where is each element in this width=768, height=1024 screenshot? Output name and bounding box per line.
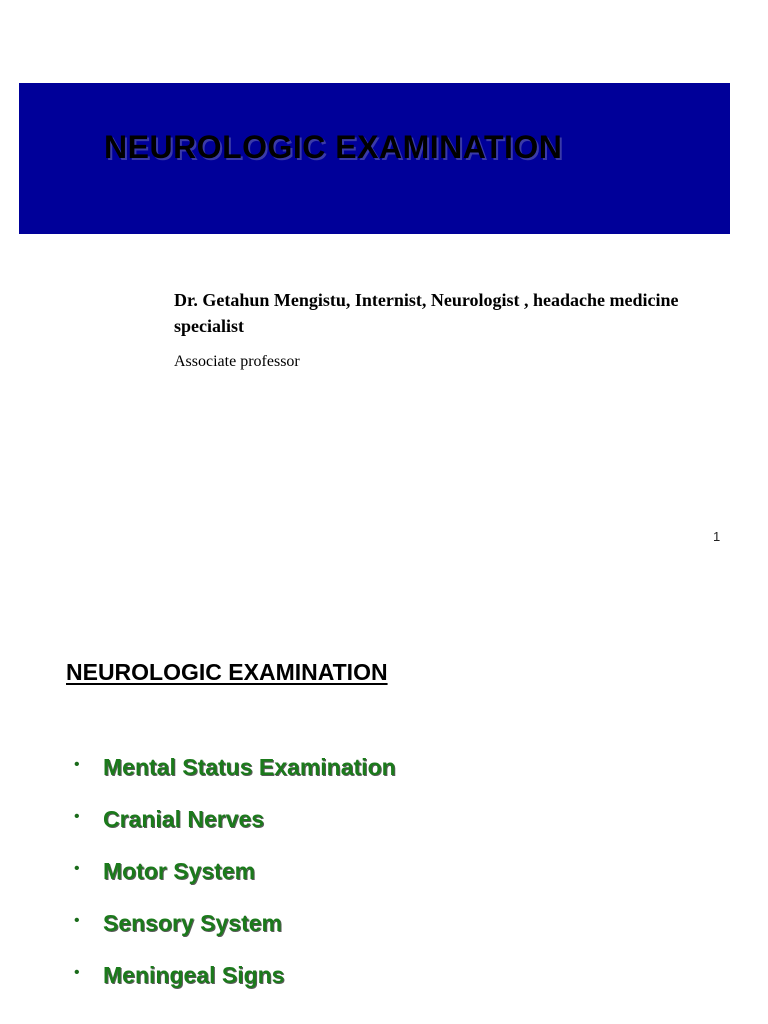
bullet-icon: • (74, 756, 80, 773)
bullet-icon: • (74, 912, 80, 929)
author-role: Associate professor (174, 353, 300, 370)
list-item-label: Meningeal Signs (103, 962, 285, 988)
list-item-label: Cranial Nerves (103, 806, 265, 832)
author-line: Dr. Getahun Mengistu, Internist, Neurologist , headache medicine specialist (174, 290, 679, 336)
list-item-label: Mental Status Examination (103, 754, 396, 780)
list-item-label: Motor System (103, 858, 256, 884)
title-banner (19, 83, 730, 234)
bullet-icon: • (74, 964, 80, 981)
section-heading: NEUROLOGIC EXAMINATION (66, 659, 388, 685)
bullet-icon: • (74, 860, 80, 877)
list-item-label: Sensory System (103, 910, 282, 936)
page-number: 1 (713, 529, 721, 544)
bullet-icon: • (74, 808, 80, 825)
slide-title: NEUROLOGIC EXAMINATION (104, 129, 563, 165)
